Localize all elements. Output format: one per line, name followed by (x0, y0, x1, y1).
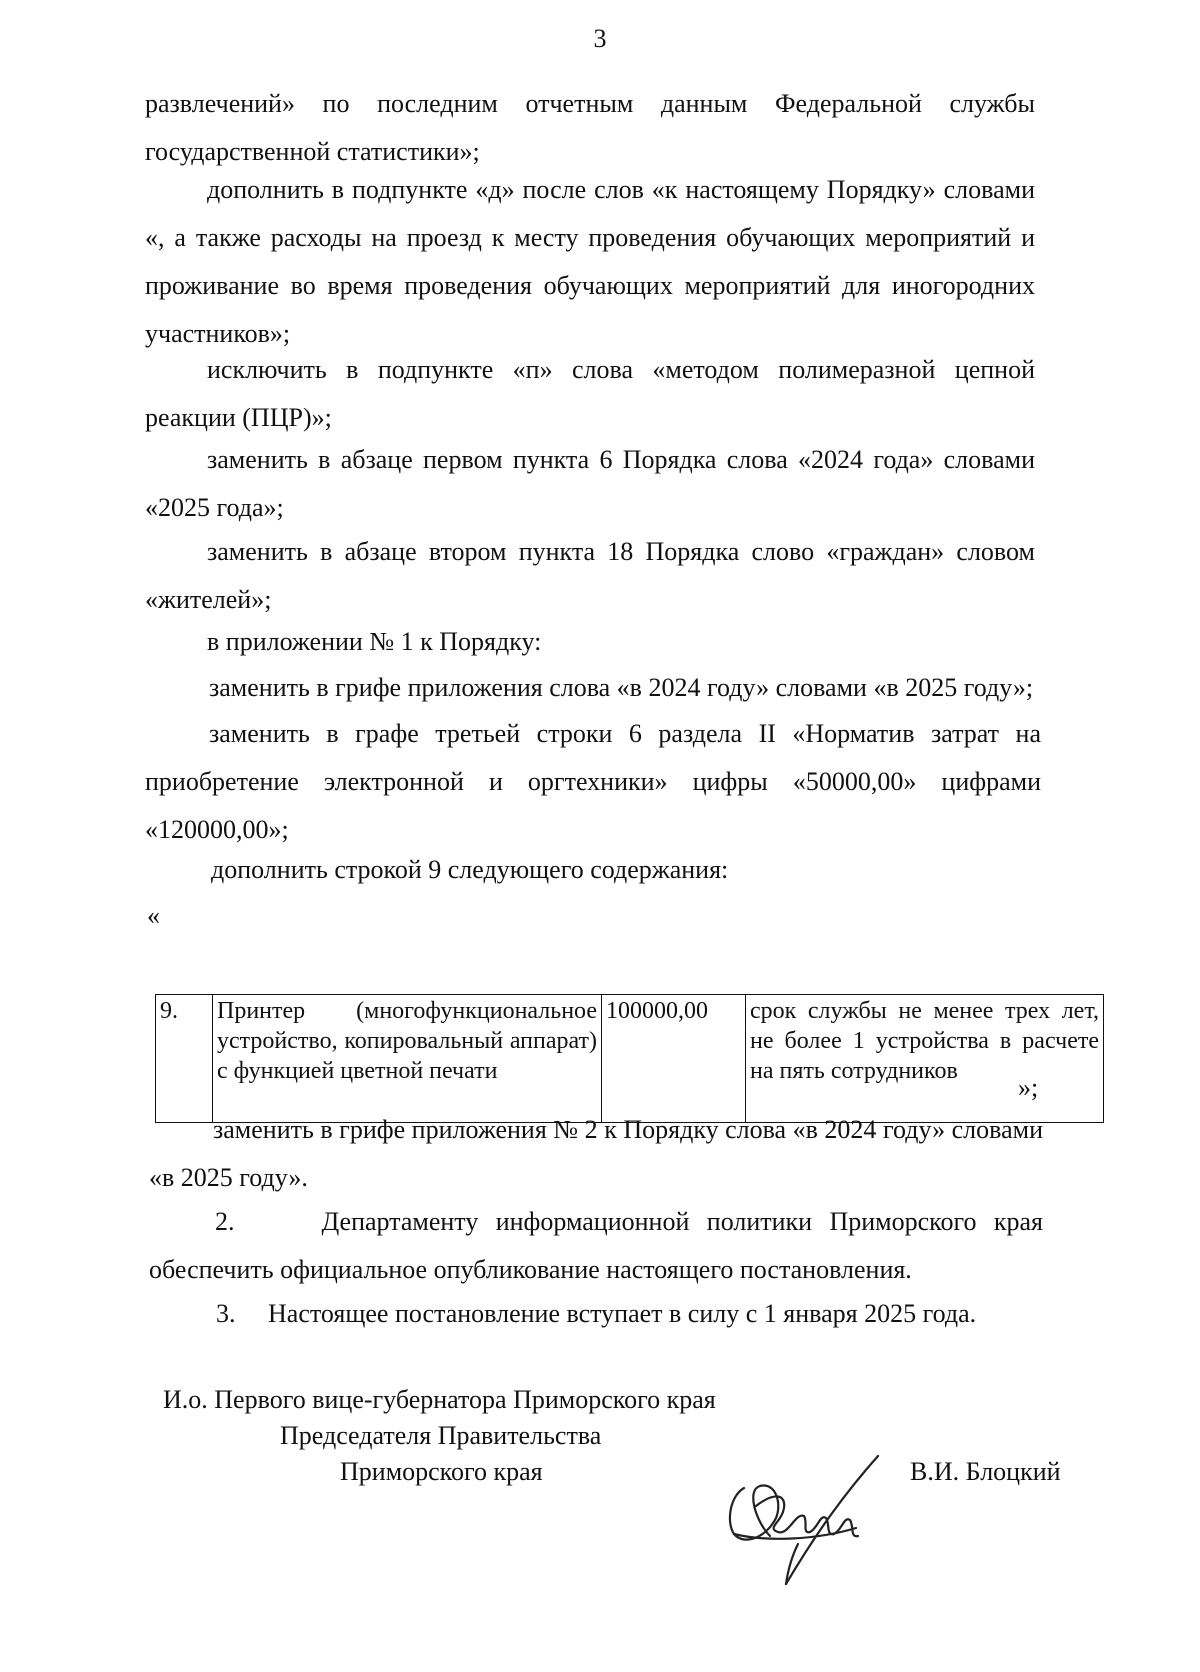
norms-table (155, 994, 1104, 1123)
price-cell: 100000,00 (602, 995, 746, 1123)
signatory-position-line-2: Председателя Правительства (280, 1421, 602, 1450)
paragraph-item-6: заменить в абзаце первом пункта 6 Порядка слова «2024 года» словами «2025 года»; (145, 445, 1035, 522)
row-number-cell: 9. (156, 995, 213, 1123)
paragraph-appendix-1-header: заменить в грифе приложения слова «в 2024 году» словами «в 2025 году»; (209, 673, 1034, 702)
condition-cell: срок службы не менее трех лет, не более 1 устройства в расчете на пять сотрудников (746, 995, 1104, 1123)
paragraph-item-18: заменить в абзаце втором пункта 18 Порядка слово «граждан» словом «жителей»; (145, 537, 1035, 614)
paragraph-effective-date: 3. Настоящее постановление вступает в силу с 1 января 2025 года. (216, 1299, 977, 1328)
table-row (156, 995, 1104, 1123)
signatory-name: В.И. Блоцкий (910, 1457, 1061, 1486)
paragraph-subitem-p: исключить в подпункте «п» слова «методом полимеразной цепной реакции (ПЦР)»; (145, 355, 1035, 432)
signatory-position-line-1: И.о. Первого вице-губернатора Приморского края (163, 1385, 716, 1414)
paragraph-appendix-2: заменить в грифе приложения № 2 к Порядку слова «в 2024 году» словами «в 2025 году». (149, 1115, 1043, 1192)
paragraph-publication: 2. Департаменту информационной политики Приморского края обеспечить официальное опубликование настоящего постановления. (149, 1207, 1050, 1284)
paragraph-row-6-change: заменить в графе третьей строки 6 раздела II «Норматив затрат на приобретение электронной и оргтехники» цифры «50000,00» цифрами «120000,00»; (145, 719, 1041, 844)
signatory-position-line-3: Приморского края (340, 1457, 543, 1486)
page-number: 3 (593, 24, 607, 53)
item-name-cell: Принтер (многофункциональное устройство, копировальный аппарат) с функцией цветной печати (213, 995, 602, 1123)
handwritten-signature (726, 1452, 896, 1592)
open-quote: « (147, 901, 160, 930)
paragraph-appendix-1: в приложении № 1 к Порядку: (207, 627, 542, 656)
close-quote: »; (1018, 1073, 1039, 1102)
paragraph-statistics: развлечений» по последним отчетным данным Федеральной службы государственной статистики»; (145, 89, 1035, 166)
paragraph-add-row-9: дополнить строкой 9 следующего содержания: (211, 855, 729, 884)
paragraph-subitem-d: дополнить в подпункте «д» после слов «к настоящему Порядку» словами «, а также расходы на проезд к месту проведения обучающих мероприятий и проживание во время проведения обучающих мероприятий для иногородних участников»; (145, 175, 1035, 348)
